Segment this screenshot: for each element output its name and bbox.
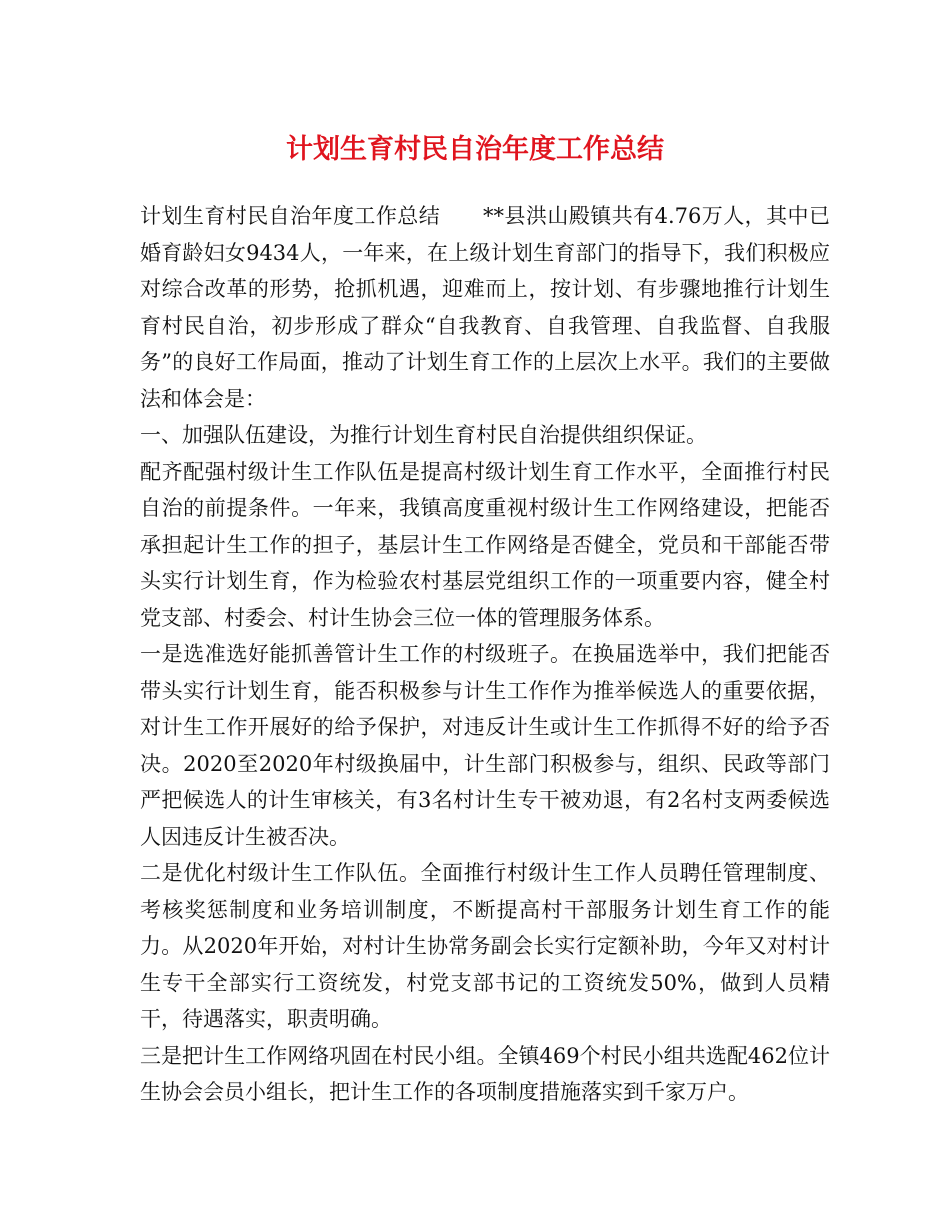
paragraph-point-1: 一是选准选好能抓善管计生工作的村级班子。在换届选举中，我们把能否带头实行计划生育，能否积极参与计生工作作为推举候选人的重要依据，对计生工作开展好的给予保护，对违反计生或计生工作抓得不好的给予否决。2020至2020年村级换届中，计生部门积极参与，组织、民政等部门严把候选人的计生审核关，有3名村计生专干被劝退，有2名村支两委候选人因违反计生被否决。	[140, 642, 830, 849]
paragraph-point-2: 二是优化村级计生工作队伍。全面推行村级计生工作人员聘任管理制度、考核奖惩制度和业务培训制度，不断提高村干部服务计划生育工作的能力。从2020年开始，对村计生协常务副会长实行定额补助，今年又对村计生专干全部实行工资统发，村党支部书记的工资统发50%，做到人员精干，待遇落实，职责明确。	[140, 861, 830, 1031]
paragraph-point-3: 三是把计生工作网络巩固在村民小组。全镇469个村民小组共选配462位计生协会会员小组长，把计生工作的各项制度措施落实到千家万户。	[140, 1043, 830, 1104]
paragraph-team-building: 配齐配强村级计生工作队伍是提高村级计划生育工作水平，全面推行村民自治的前提条件。一年来，我镇高度重视村级计生工作网络建设，把能否承担起计生工作的担子，基层计生工作网络是否健全，党员和干部能否带头实行计划生育，作为检验农村基层党组织工作的一项重要内容，健全村党支部、村委会、村计生协会三位一体的管理服务体系。	[140, 459, 830, 630]
paragraph-intro: 计划生育村民自治年度工作总结 **县洪山殿镇共有4.76万人，其中已婚育龄妇女9434人，一年来，在上级计划生育部门的指导下，我们积极应对综合改革的形势，抢抓机遇，迎难而上，按计划、有步骤地推行计划生育村民自治，初步形成了群众“自我教育、自我管理、自我监督、自我服务”的良好工作局面，推动了计划生育工作的上层次上水平。我们的主要做法和体会是：	[140, 204, 830, 411]
document-title: 计划生育村民自治年度工作总结	[286, 134, 664, 165]
document-body	[140, 198, 830, 1111]
paragraph-heading-1: 一、加强队伍建设，为推行计划生育村民自治提供组织保证。	[140, 423, 707, 447]
